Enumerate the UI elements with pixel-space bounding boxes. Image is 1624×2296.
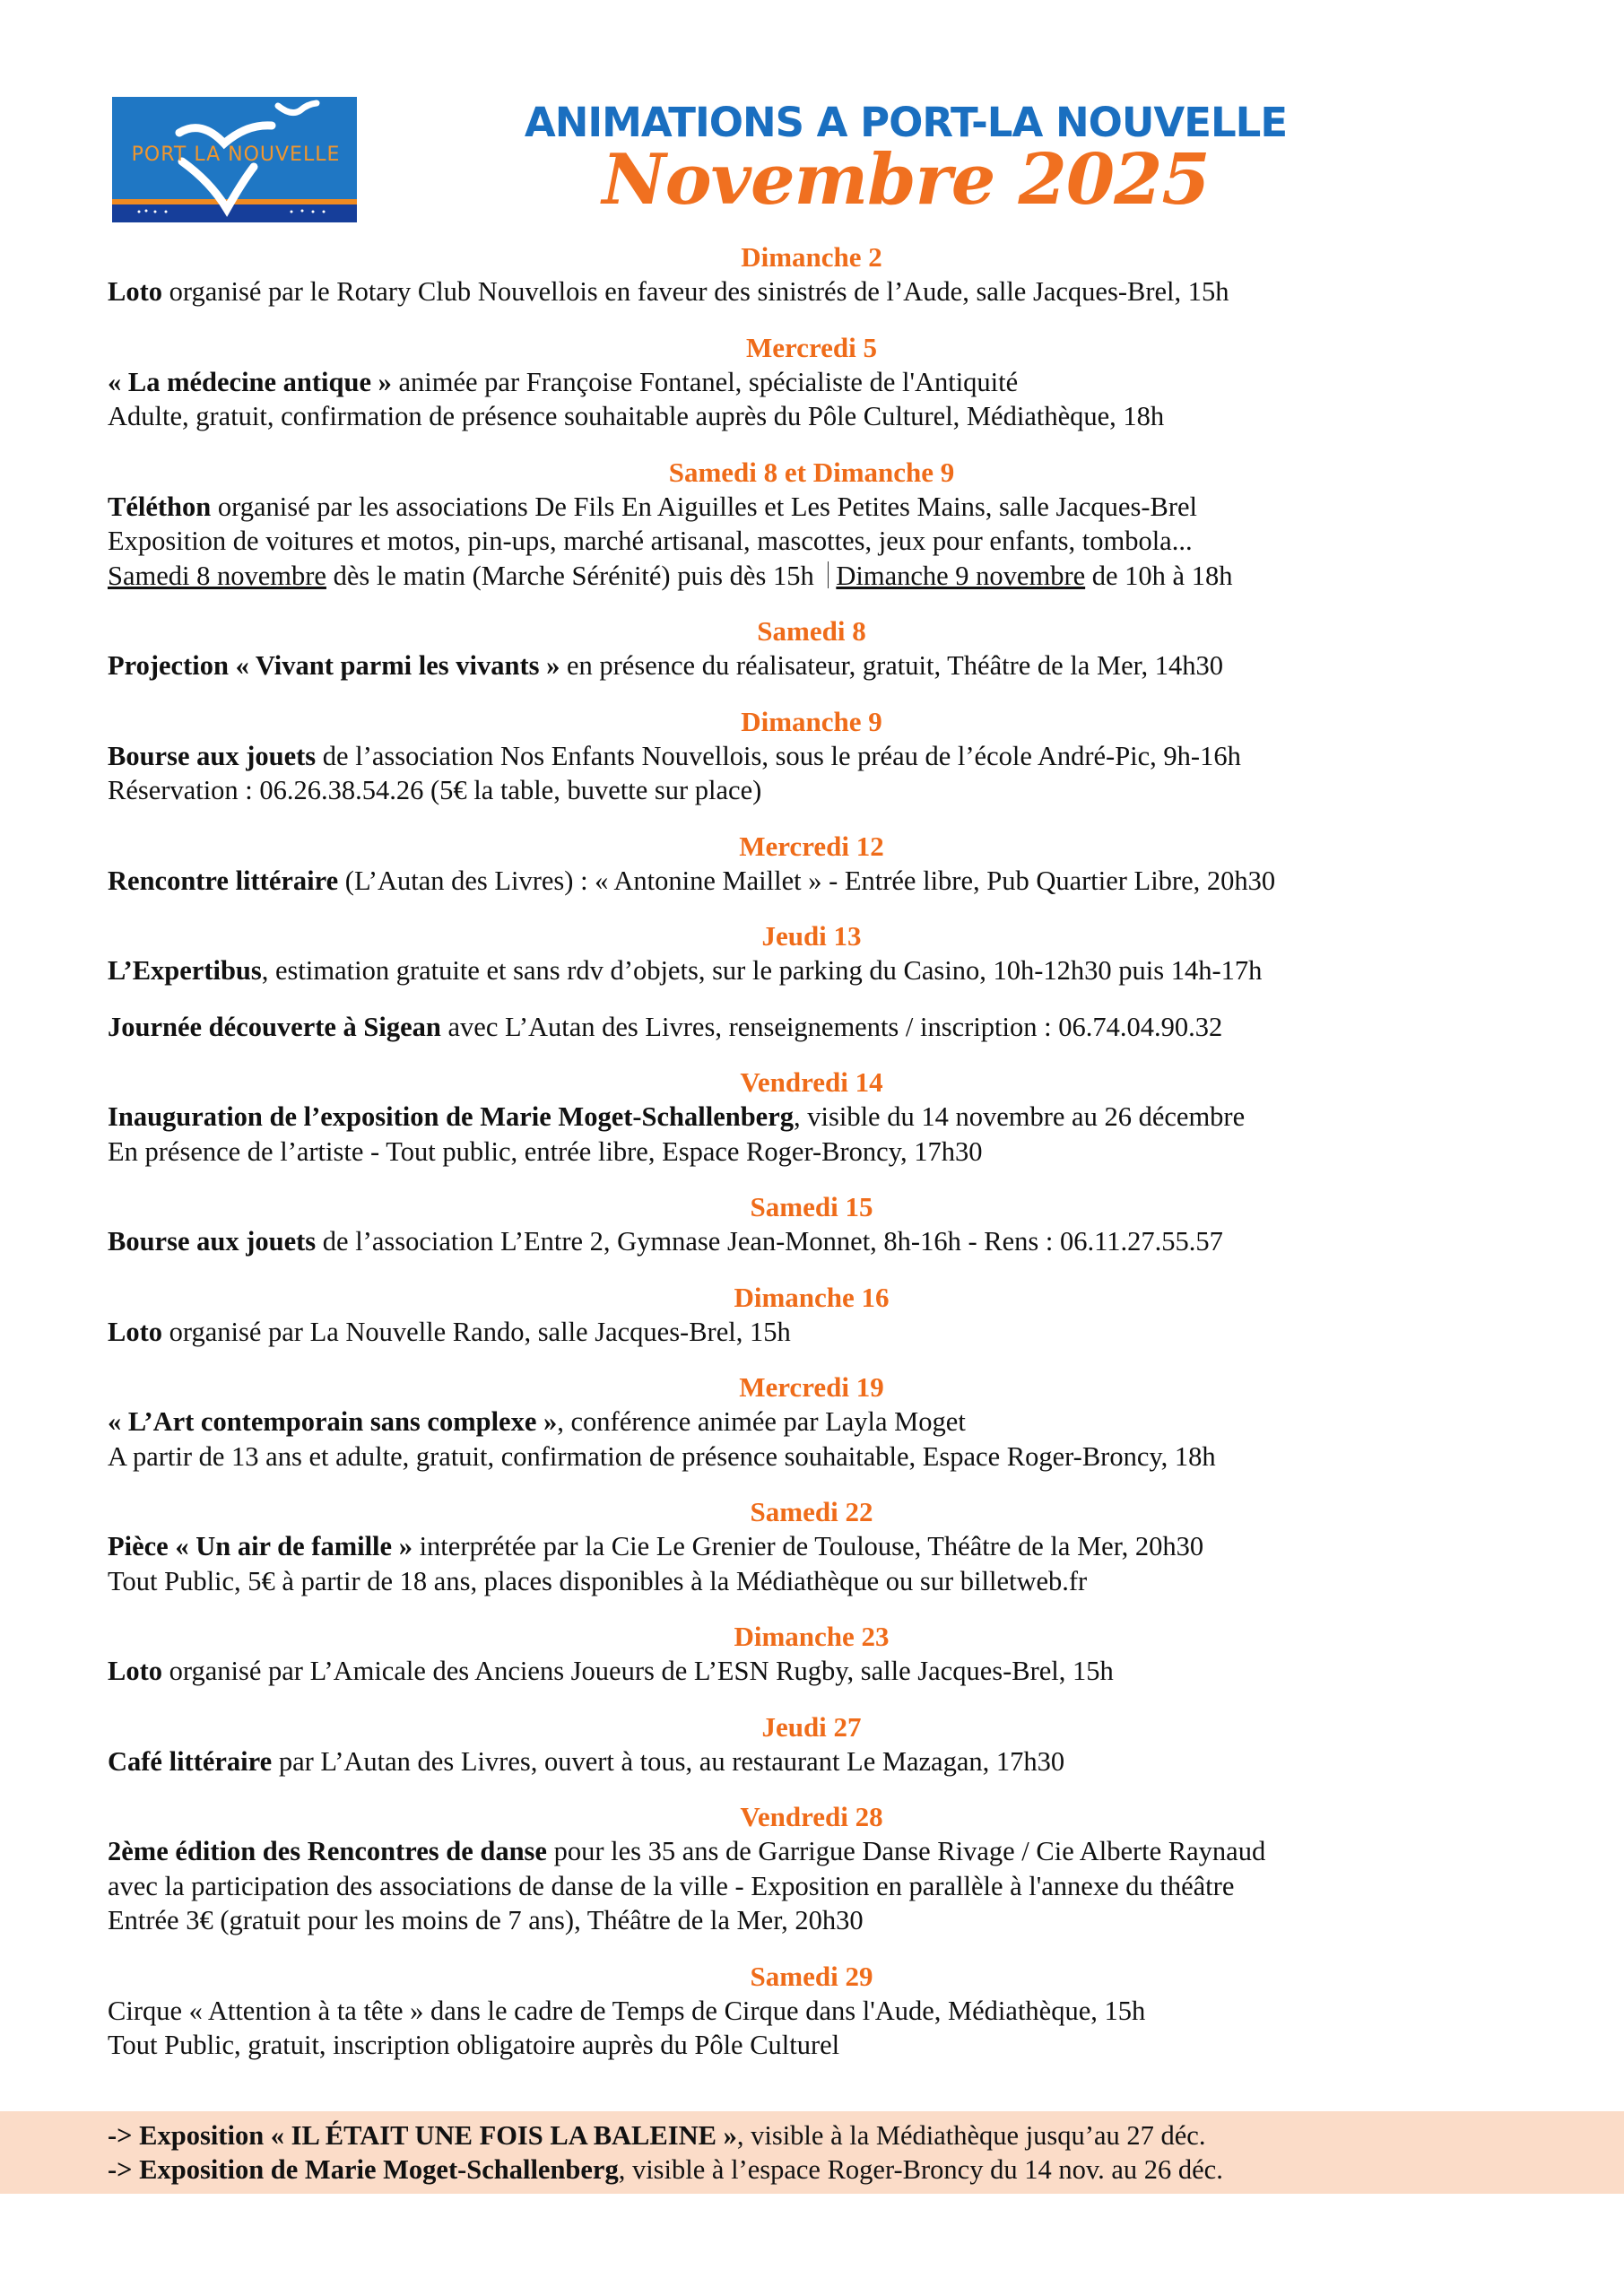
event-line <box>108 1834 1542 1869</box>
event-title: Loto <box>108 1656 162 1686</box>
event-day: Samedi 29 <box>750 1960 873 1992</box>
event-title: Loto <box>108 1316 162 1347</box>
event-title: 2ème édition des Rencontres de danse <box>108 1836 547 1866</box>
event-line: Entrée 3€ (gratuit pour les moins de 7 ans), Théâtre de la Mer, 20h30 <box>108 1905 864 1935</box>
event-title: Projection « Vivant parmi les vivants » <box>108 650 560 681</box>
event-title: Pièce « Un air de famille » <box>108 1531 413 1561</box>
page-title: ANIMATIONS A PORT-LA NOUVELLE <box>524 99 1288 146</box>
event-line: Adulte, gratuit, confirmation de présence souhaitable auprès du Pôle Culturel, Médiathèque, 18h <box>108 401 1165 431</box>
event-day: Dimanche 23 <box>734 1621 890 1652</box>
event-title: Bourse aux jouets <box>108 1226 317 1257</box>
event-day: Samedi 8 et Dimanche 9 <box>668 456 955 488</box>
event-detail: avec L’Autan des Livres, renseignements / inscription : 06.74.04.90.32 <box>440 1011 1223 1042</box>
event-day: Vendredi 28 <box>740 1801 883 1832</box>
event-detail: de 10h à 18h <box>1085 560 1233 591</box>
event-block <box>108 1190 1542 1259</box>
event-day: Dimanche 9 <box>741 705 882 737</box>
event-title: Journée découverte à Sigean <box>108 1011 441 1042</box>
event-day: Samedi 8 <box>757 615 866 647</box>
separator <box>828 561 829 588</box>
event-line <box>108 1224 1542 1259</box>
event-title: Loto <box>108 276 162 307</box>
event-block <box>108 1620 1542 1689</box>
exhibition-detail: , visible à la Médiathèque jusqu’au 27 déc. <box>736 2120 1206 2151</box>
event-line <box>108 490 1542 525</box>
event-title: Téléthon <box>108 491 212 522</box>
event-block <box>108 1281 1542 1350</box>
event-block <box>108 1065 1542 1169</box>
event-block <box>108 1710 1542 1779</box>
event-day: Vendredi 14 <box>740 1066 883 1098</box>
event-block <box>108 614 1542 683</box>
event-title: L’Expertibus <box>108 955 262 986</box>
event-block <box>108 830 1542 899</box>
event-line <box>108 953 1542 988</box>
event-line <box>108 365 1542 400</box>
logo-text: PORT LA NOUVELLE <box>131 144 341 166</box>
event-block <box>108 919 1542 1044</box>
event-line <box>108 1100 1542 1135</box>
event-block <box>108 1370 1542 1474</box>
event-line: Réservation : 06.26.38.54.26 (5€ la table, buvette sur place) <box>108 775 762 805</box>
event-detail: , conférence animée par Layla Moget <box>557 1406 966 1437</box>
event-detail: organisé par les associations De Fils En Aiguilles et Les Petites Mains, salle Jacques-Brel <box>211 491 1198 522</box>
event-day: Mercredi 19 <box>739 1371 884 1403</box>
event-day: Mercredi 12 <box>739 830 884 862</box>
event-day: Jeudi 13 <box>761 920 862 952</box>
event-day: Mercredi 5 <box>745 331 878 363</box>
event-block <box>108 456 1542 594</box>
event-line <box>108 739 1542 774</box>
exhibition-title: -> Exposition « IL ÉTAIT UNE FOIS LA BALEINE » <box>108 2120 737 2151</box>
event-detail: , visible du 14 novembre au 26 décembre <box>794 1101 1246 1132</box>
event-line: Tout Public, 5€ à partir de 18 ans, places disponibles à la Médiathèque ou sur billetweb.fr <box>108 1565 1088 1596</box>
event-day: Jeudi 27 <box>761 1710 862 1743</box>
event-detail: pour les 35 ans de Garrigue Danse Rivage / Cie Alberte Raynaud <box>546 1836 1266 1866</box>
event-detail: organisé par L’Amicale des Anciens Joueurs de L’ESN Rugby, salle Jacques-Brel, 15h <box>162 1656 1114 1686</box>
port-la-nouvelle-logo <box>112 97 357 222</box>
event-line <box>108 1654 1542 1689</box>
event-detail: , estimation gratuite et sans rdv d’objets, sur le parking du Casino, 10h-12h30 puis 14h-17h <box>261 955 1263 986</box>
event-line <box>108 274 1542 309</box>
event-detail: interprétée par la Cie Le Grenier de Toulouse, Théâtre de la Mer, 20h30 <box>412 1531 1204 1561</box>
event-date-underlined: Samedi 8 novembre <box>108 560 326 591</box>
event-day: Samedi 15 <box>750 1191 873 1222</box>
event-line: Cirque « Attention à ta tête » dans le cadre de Temps de Cirque dans l'Aude, Médiathèque, 15h <box>108 1995 1146 2026</box>
event-day: Dimanche 2 <box>741 241 882 273</box>
event-line <box>108 864 1542 899</box>
exhibition-item <box>108 2152 1223 2187</box>
event-block <box>108 240 1542 309</box>
event-detail: dès le matin (Marche Sérénité) puis dès 15h <box>326 560 821 591</box>
event-detail: (L’Autan des Livres) : « Antonine Maillet » - Entrée libre, Pub Quartier Libre, 20h30 <box>338 865 1276 896</box>
event-title: Rencontre littéraire <box>108 865 339 896</box>
event-line: Tout Public, gratuit, inscription obligatoire auprès du Pôle Culturel <box>108 2030 840 2060</box>
event-title: Café littéraire <box>108 1745 273 1777</box>
event-detail: de l’association Nos Enfants Nouvellois, sous le préau de l’école André-Pic, 9h-16h <box>316 740 1241 771</box>
event-detail: en présence du réalisateur, gratuit, Théâtre de la Mer, 14h30 <box>560 650 1224 681</box>
event-line <box>108 648 1542 683</box>
exhibition-title: -> Exposition de Marie Moget-Schallenberg <box>108 2154 619 2185</box>
event-detail: organisé par le Rotary Club Nouvellois en faveur des sinistrés de l’Aude, salle Jacques-Brel, 15h <box>162 276 1229 307</box>
event-line <box>108 559 1542 594</box>
event-day: Dimanche 16 <box>734 1281 890 1313</box>
page-subtitle-month: Novembre 2025 <box>602 139 1210 221</box>
event-detail: animée par Françoise Fontanel, spécialiste de l'Antiquité <box>391 366 1019 397</box>
event-line <box>108 1529 1542 1564</box>
event-block <box>108 1495 1542 1598</box>
event-block <box>108 331 1542 434</box>
exhibitions-banner <box>0 2111 1624 2194</box>
event-block <box>108 1800 1542 1938</box>
event-line <box>108 1010 1542 1045</box>
event-line: Exposition de voitures et motos, pin-ups, marché artisanal, mascottes, jeux pour enfants, tombola... <box>108 526 1193 556</box>
event-line <box>108 1744 1542 1779</box>
event-title: Inauguration de l’exposition de Marie Moget-Schallenberg <box>108 1101 795 1132</box>
event-title: « L’Art contemporain sans complexe » <box>108 1406 558 1437</box>
event-line: avec la participation des associations de danse de la ville - Exposition en parallèle à l'annexe du théâtre <box>108 1870 1235 1901</box>
event-line: A partir de 13 ans et adulte, gratuit, confirmation de présence souhaitable, Espace Roger-Broncy, 18h <box>108 1440 1216 1472</box>
event-detail: par L’Autan des Livres, ouvert à tous, au restaurant Le Mazagan, 17h30 <box>272 1745 1065 1777</box>
event-detail: de l’association L’Entre 2, Gymnase Jean-Monnet, 8h-16h - Rens : 06.11.27.55.57 <box>316 1226 1223 1257</box>
event-block <box>108 1960 1542 2063</box>
event-block <box>108 705 1542 808</box>
event-title: « La médecine antique » <box>108 366 392 397</box>
events-list <box>108 240 1542 2084</box>
event-title: Bourse aux jouets <box>108 740 317 771</box>
event-line <box>108 1405 1542 1439</box>
event-detail: organisé par La Nouvelle Rando, salle Jacques-Brel, 15h <box>162 1316 791 1347</box>
event-line: En présence de l’artiste - Tout public, entrée libre, Espace Roger-Broncy, 17h30 <box>108 1135 983 1167</box>
event-day: Samedi 22 <box>750 1496 873 1527</box>
exhibition-item <box>108 2118 1205 2153</box>
exhibition-detail: , visible à l’espace Roger-Broncy du 14 nov. au 26 déc. <box>618 2154 1223 2185</box>
event-date-underlined: Dimanche 9 novembre <box>836 560 1086 591</box>
event-line <box>108 1315 1542 1350</box>
